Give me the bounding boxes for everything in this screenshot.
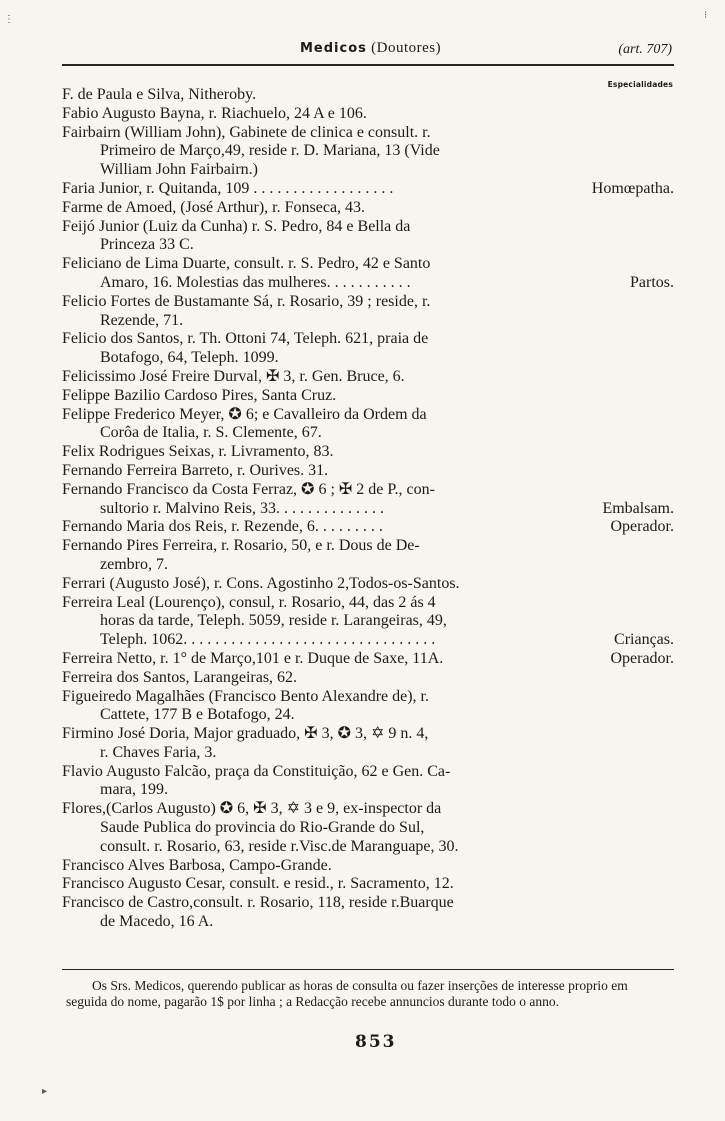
entry-line [62,481,674,500]
entry-text: horas da tarde, Teleph. 5059, reside r. Larangeiras, 49, [100,612,447,630]
entry-line [62,518,674,537]
entry-text: Ferreira Leal (Lourenço), consul, r. Rosario, 44, das 2 ás 4 [62,593,436,611]
entry-line [62,537,674,556]
entry-continuation-line [62,838,674,857]
entry-line [62,199,674,218]
entry-text: consult. r. Rosario, 63, reside r.Visc.de Maranguape, 30. [100,837,459,855]
entry-text: Fernando Maria dos Reis, r. Rezende, 6. . . . . . . . . [62,518,383,536]
specialty-label: Crianças. [614,631,674,649]
entry-text: Fabio Augusto Bayna, r. Riachuelo, 24 A e 106. [62,104,367,122]
directory-entry [62,875,674,894]
edge-mark: ▸ [42,1086,48,1097]
entry-line [62,180,674,199]
entry-text: Ferreira dos Santos, Larangeiras, 62. [62,668,298,686]
directory-entry [62,594,674,650]
entry-continuation-line [62,500,674,519]
entry-text: Cattete, 177 B e Botafogo, 24. [100,706,295,724]
directory-entry [62,86,674,105]
entry-line [62,575,674,594]
directory-entry [62,105,674,124]
entry-text: Flavio Augusto Falcão, praça da Constituição, 62 e Gen. Ca- [62,762,451,780]
entry-continuation-line [62,236,674,255]
entry-line [62,763,674,782]
entry-text: Teleph. 1062. . . . . . . . . . . . . . . . . . . . . . . . . . . . . . . . [100,631,436,649]
entry-line [62,368,674,387]
entry-continuation-line [62,274,674,293]
entry-continuation-line [62,913,674,932]
entry-continuation-line [62,349,674,368]
entry-continuation-line [62,744,674,763]
header-title: Medicos (Doutores) [300,40,442,56]
directory-entry [62,763,674,801]
directory-entry [62,218,674,256]
directory-entry [62,124,674,180]
entry-continuation-line [62,142,674,161]
directory-entry [62,293,674,331]
entry-text: r. Chaves Faria, 3. [100,743,217,761]
entry-text: Botafogo, 64, Teleph. 1099. [100,349,279,367]
directory-entry [62,537,674,575]
entry-continuation-line [62,612,674,631]
directory-entry [62,800,674,856]
entry-line [62,800,674,819]
specialty-label: Embalsam. [602,499,674,517]
entry-text: Firmino José Doria, Major graduado, ✠ 3, ✪ 3, ✡ 9 n. 4, [62,725,429,743]
directory-entry [62,387,674,406]
entry-text: Felicissimo José Freire Durval, ✠ 3, r. Gen. Bruce, 6. [62,367,405,385]
entry-text: Saude Publica do provincia do Rio-Grande do Sul, [100,819,425,837]
directory-entry [62,406,674,444]
entry-text: mara, 199. [100,781,168,799]
entry-line [62,857,674,876]
entry-text: Felicio Fortes de Bustamante Sá, r. Rosario, 39 ; reside, r. [62,292,431,310]
entry-text: Ferreira Netto, r. 1° de Março,101 e r. Duque de Saxe, 11A. [62,649,444,667]
entry-line [62,293,674,312]
article-reference: (art. 707) [618,42,672,57]
directory-entry [62,518,674,537]
specialty-label: Partos. [630,273,674,291]
directory-entry [62,725,674,763]
entry-text: Faria Junior, r. Quitanda, 109 . . . . . . . . . . . . . . . . . . [62,179,394,197]
entry-line [62,86,674,105]
directory-entries [62,86,674,932]
directory-entry [62,481,674,519]
entry-text: zembro, 7. [100,555,168,573]
directory-entry [62,443,674,462]
entry-text: Felicio dos Santos, r. Th. Ottoni 74, Teleph. 621, praia de [62,330,429,348]
entry-continuation-line [62,556,674,575]
entry-line [62,124,674,143]
directory-entry [62,462,674,481]
footer-rule [62,969,674,970]
entry-text: F. de Paula e Silva, Nitheroby. [62,86,257,103]
directory-entry [62,857,674,876]
entry-text: Francisco Augusto Cesar, consult. e resid., r. Sacramento, 12. [62,875,454,893]
entry-line [62,105,674,124]
directory-entry [62,368,674,387]
specialty-label: Operador. [610,518,674,536]
specialty-label: Homœpatha. [591,179,674,197]
directory-entry [62,199,674,218]
entry-line [62,462,674,481]
entry-continuation-line [62,819,674,838]
entry-line [62,875,674,894]
entry-continuation-line [62,706,674,725]
entry-continuation-line [62,161,674,180]
entry-text: Princeza 33 C. [100,236,194,254]
page-number: 853 [355,1032,397,1052]
entry-line [62,255,674,274]
entry-continuation-line [62,631,674,650]
specialties-heading: Especialidades [607,80,673,89]
entry-text: William John Fairbairn.) [100,161,258,179]
entry-line [62,688,674,707]
entry-text: Francisco de Castro,consult. r. Rosario, 118, reside r.Buarque [62,894,454,912]
entry-line [62,330,674,349]
entry-text: Feijó Junior (Luiz da Cunha) r. S. Pedro, 84 e Bella da [62,217,411,235]
directory-entry [62,255,674,293]
directory-entry [62,650,674,669]
edge-mark: ⋮ [4,14,14,25]
entry-line [62,406,674,425]
entry-text: Fernando Francisco da Costa Ferraz, ✪ 6 ; ✠ 2 de P., con- [62,480,435,498]
entry-text: Fernando Ferreira Barreto, r. Ourives. 31. [62,461,329,479]
entry-line [62,443,674,462]
footer-notice: Os Srs. Medicos, querendo publicar as horas de consulta ou fazer inserções de interesse proprio em seguida do nome, pagarão 1$ por linha ; a Redacção recebe annuncios durante todo o anno. [66,978,628,1009]
running-header [62,38,674,60]
entry-text: Flores,(Carlos Augusto) ✪ 6, ✠ 3, ✡ 3 e 9, ex-inspector da [62,800,442,818]
entry-text: Amaro, 16. Molestias das mulheres. . . . . . . . . . . [100,273,411,291]
entry-line [62,387,674,406]
entry-text: Rezende, 71. [100,311,184,329]
entry-text: Ferrari (Augusto José), r. Cons. Agostinho 2,Todos-os-Santos. [62,574,460,592]
entry-text: sultorio r. Malvino Reis, 33. . . . . . . . . . . . . . [100,499,384,517]
directory-entry [62,180,674,199]
entry-line [62,650,674,669]
entry-text: Felix Rodrigues Seixas, r. Livramento, 83. [62,443,334,461]
entry-text: Corôa de Italia, r. S. Clemente, 67. [100,424,322,442]
directory-entry [62,330,674,368]
entry-continuation-line [62,424,674,443]
entry-text: Feliciano de Lima Duarte, consult. r. S. Pedro, 42 e Santo [62,255,431,273]
entry-line [62,218,674,237]
entry-continuation-line [62,781,674,800]
entry-text: Felippe Frederico Meyer, ✪ 6; e Cavalleiro da Ordem da [62,405,427,423]
directory-entry [62,688,674,726]
edge-mark: ⁝ [704,10,708,21]
directory-entry [62,669,674,688]
directory-entry [62,894,674,932]
entry-continuation-line [62,312,674,331]
entry-text: Felippe Bazilio Cardoso Pires, Santa Cruz. [62,386,337,404]
entry-line [62,894,674,913]
entry-text: Primeiro de Março,49, reside r. D. Mariana, 13 (Vide [100,142,440,160]
entry-text: Fairbairn (William John), Gabinete de clinica e consult. r. [62,123,431,141]
header-rule [62,64,674,66]
entry-text: Fernando Pires Ferreira, r. Rosario, 50, e r. Dous de De- [62,537,420,555]
entry-line [62,594,674,613]
entry-text: Figueiredo Magalhães (Francisco Bento Alexandre de), r. [62,687,429,705]
entry-line [62,669,674,688]
entry-text: Francisco Alves Barbosa, Campo-Grande. [62,856,332,874]
entry-text: de Macedo, 16 A. [100,913,214,931]
specialty-label: Operador. [610,649,674,667]
entry-text: Farme de Amoed, (José Arthur), r. Fonseca, 43. [62,198,366,216]
entry-line [62,725,674,744]
directory-entry [62,575,674,594]
